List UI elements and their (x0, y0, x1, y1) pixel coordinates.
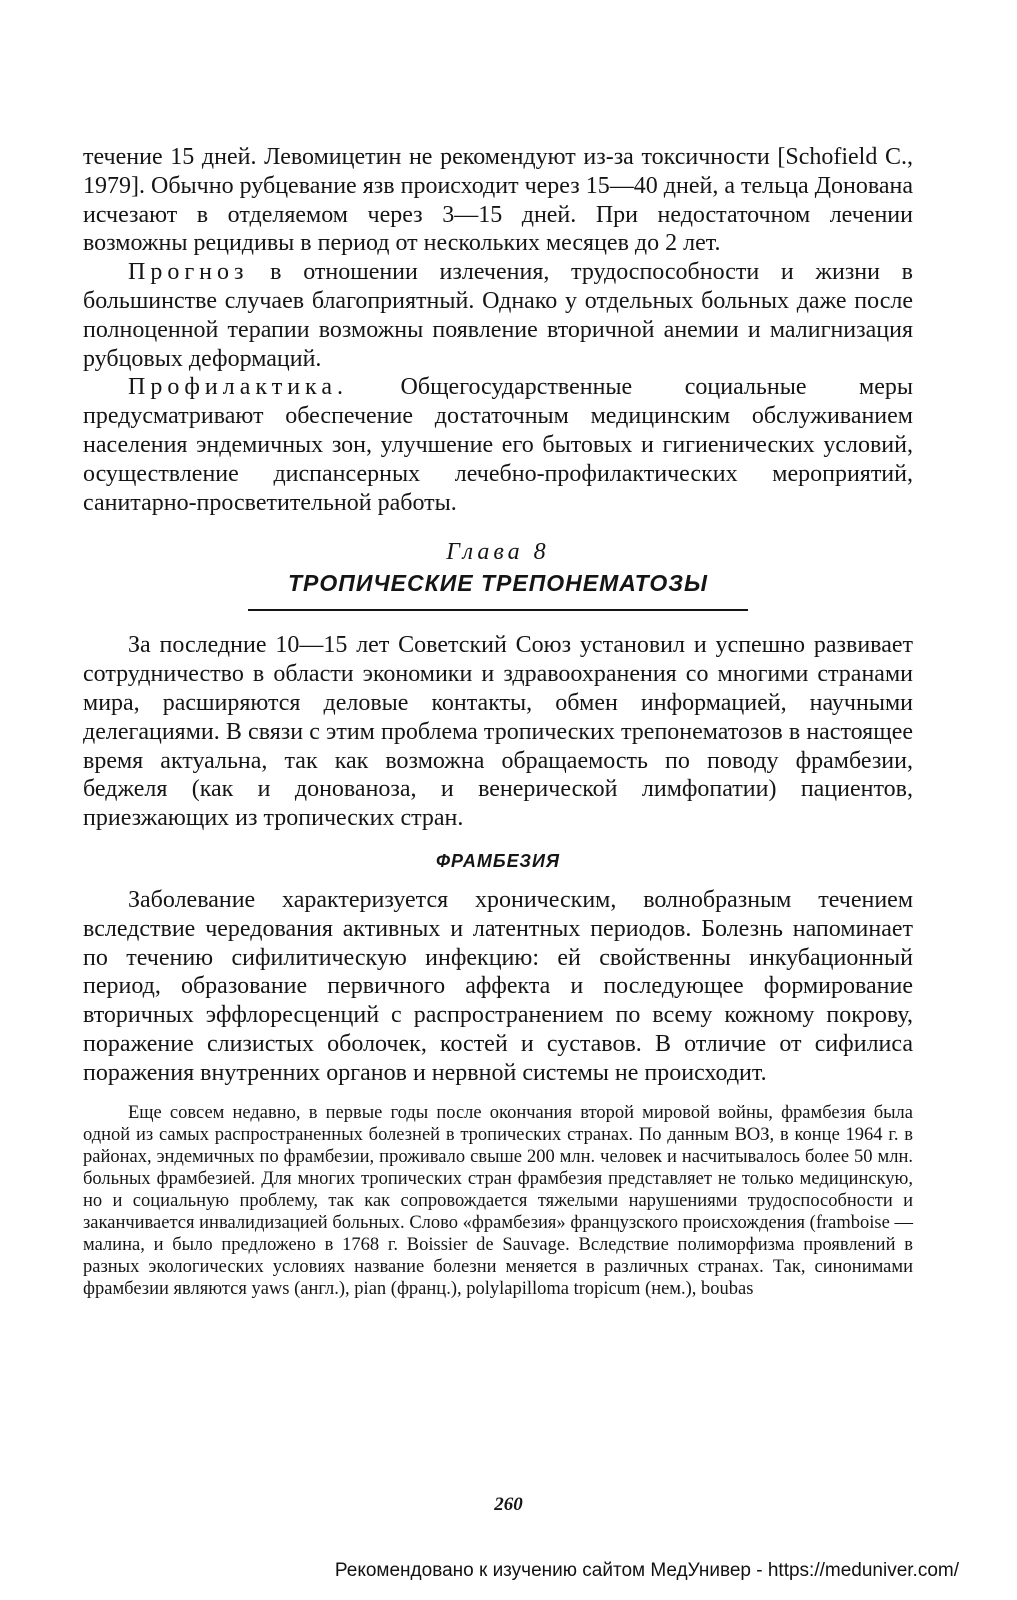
page-body (83, 143, 913, 1300)
paragraph-treatment: течение 15 дней. Левомицетин не рекомендуют из-за токсичности [Schofield C., 1979]. Обычно рубцевание язв происходит через 15—40 дней, а тельца Донована исчезают в отделяемом через 3—15 дней. При недостаточном лечении возможны рецидивы в период от нескольких месяцев до 2 лет. (83, 144, 913, 257)
chapter-title: ТРОПИЧЕСКИЕ ТРЕПОНЕМАТОЗЫ (288, 570, 708, 597)
prophylaxis-text: Общегосударственные социальные меры предусматривают обеспечение достаточным медицинским обслуживанием населения эндемичных зон, улучшение его бытовых и гигиенических условий, осуществление диспансерных лечебно-профилактических мероприятий, санитарно-просветительной работы. (83, 374, 913, 516)
prophylaxis-lead: Профилактика. (128, 374, 348, 401)
prognosis-text: в отношении излечения, трудоспособности и жизни в большинстве случаев благоприятный. Однако у отдельных больных даже после полноценной терапии возможны появление вторичной анемии и малигнизация рубцовых деформаций. (83, 259, 913, 372)
prognosis-lead: Прогноз (128, 259, 249, 286)
paragraph-small-print: Еще совсем недавно, в первые годы после окончания второй мировой войны, фрамбезия была одной из самых распространенных болезней в тропических странах. По данным ВОЗ, в конце 1964 г. в районах, эндемичных по фрамбезии, проживало свыше 200 млн. человек и насчитывалось более 50 млн. больных фрамбезией. Для многих тропических стран фрамбезия представляет не только медицинскую, но и социальную проблему, так как сопровождается тяжелыми нарушениями трудоспособности и заканчивается инвалидизацией больных. Слово «фрамбезия» французского происхождения (framboise — малина, и было предложено в 1768 г. Boissier de Sauvage. Вследствие полиморфизма проявлений в разных экологических условиях название болезни меняется в различных странах. Так, синонимами фрамбезии являются yaws (англ.), pian (франц.), polylapilloma tropicum (нем.), boubas (83, 1102, 913, 1299)
paragraph-prognosis (83, 258, 913, 373)
chapter-label: Глава 8 (446, 539, 550, 566)
page-number: 260 (494, 1494, 523, 1515)
chapter-divider (248, 609, 748, 611)
section-title: ФРАМБЕЗИЯ (435, 850, 561, 871)
paragraph-prophylaxis (83, 373, 913, 517)
paragraph-intro: За последние 10—15 лет Советский Союз установил и успешно развивает сотрудничество в области экономики и здравоохранения со многими странами мира, расширяются деловые контакты, обмен информацией, научными делегациями. В связи с этим проблема тропических трепонематозов в настоящее время актуальна, так как возможна обращаемость по поводу фрамбезии, беджеля (как и донованоза, и венерической лимфопатии) пациентов, приезжающих из тропических стран. (83, 632, 913, 832)
footer-watermark: Рекомендовано к изучению сайтом МедУнивер - https://meduniver.com/ (334, 1560, 959, 1581)
paragraph-frambesia: Заболевание характеризуется хроническим, волнобразным течением вследствие чередования активных и латентных периодов. Болезнь напоминает по течению сифилитическую инфекцию: ей свойственны инкубационный период, образование первичного аффекта и последующее формирование вторичных эффлоресценций с распространением по всему кожному покрову, поражение слизистых оболочек, костей и суставов. В отличие от сифилиса поражения внутренних органов и нервной системы не происходит. (83, 886, 913, 1086)
